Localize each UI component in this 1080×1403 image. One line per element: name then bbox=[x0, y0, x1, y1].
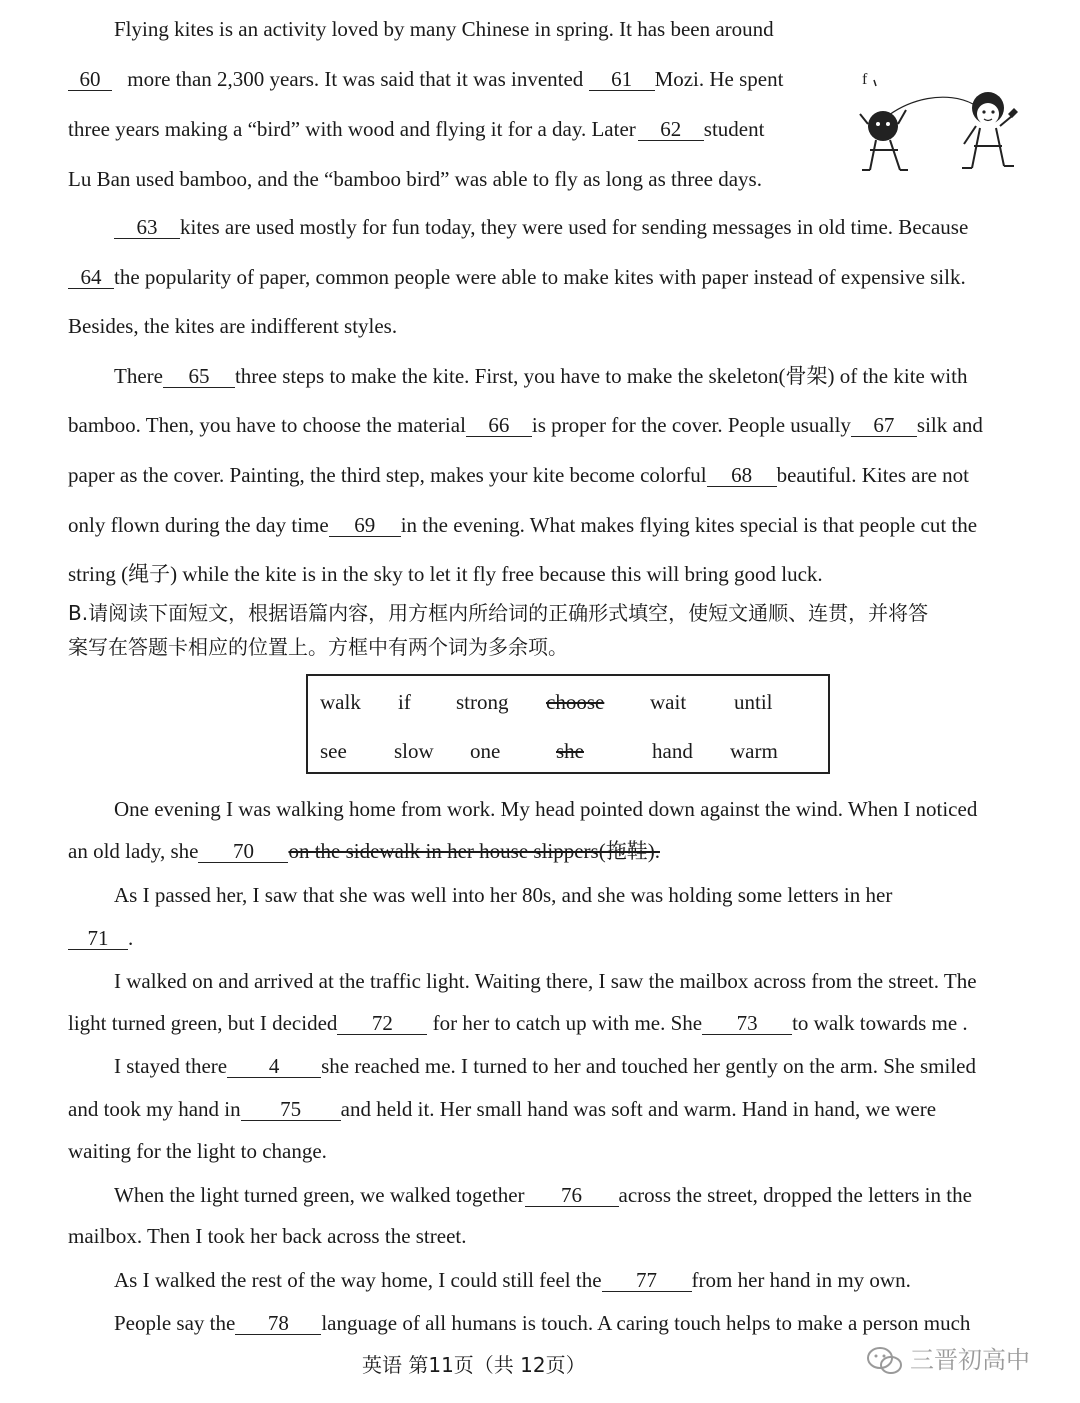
word-strong: strong bbox=[456, 690, 509, 714]
watermark bbox=[866, 1340, 1030, 1376]
passage-b-para3-line-2-text-a: light turned green, but I decided bbox=[68, 1011, 338, 1035]
passage-a-para3-line-3-text-b: beautiful. Kites are not bbox=[776, 463, 969, 487]
passage-b-para5-line-1-text-b: across the street, dropped the letters in the bbox=[618, 1183, 972, 1207]
passage-a-para3-line-2-text-b: is proper for the cover. People usually bbox=[531, 413, 851, 437]
passage-a-para3-line-4 bbox=[68, 512, 977, 538]
passage-a-line-1: Flying kites is an activity loved by many Chinese in spring. It has been around bbox=[114, 17, 774, 41]
section-b-instruction-2: 案写在答题卡相应的位置上。方框中有两个词为多余项。 bbox=[68, 635, 568, 659]
passage-b-para5-line-1 bbox=[114, 1182, 972, 1208]
blank-68: 68 bbox=[707, 464, 777, 487]
passage-b-para4-line-1-text-b: she reached me. I turned to her and touched her gently on the arm. She smiled bbox=[321, 1054, 976, 1078]
passage-b-para1-line-2 bbox=[68, 838, 660, 864]
passage-b-para6-line-1-text-b: from her hand in my own. bbox=[691, 1268, 911, 1292]
blank-72: 72 bbox=[337, 1012, 427, 1035]
passage-b-para4-line-1-text-a: I stayed there bbox=[114, 1054, 228, 1078]
passage-a-para3-line-1-text-a: There bbox=[114, 364, 163, 388]
passage-a-line-4: Lu Ban used bamboo, and the “bamboo bird” was able to fly as long as three days. bbox=[68, 167, 762, 191]
word-if: if bbox=[398, 690, 411, 714]
passage-a-para3-line-2-text-a: bamboo. Then, you have to choose the material bbox=[68, 413, 466, 437]
passage-a-para3-line-1 bbox=[114, 363, 967, 389]
watermark-text: 三晋初高中 bbox=[910, 1346, 1030, 1374]
passage-b-para3-line-2-text-b: for her to catch up with me. She bbox=[432, 1011, 703, 1035]
blank-77: 77 bbox=[602, 1269, 692, 1292]
passage-a-para3-line-4-text-b: in the evening. What makes flying kites special is that people cut the bbox=[400, 513, 978, 537]
blank-63: 63 bbox=[114, 216, 180, 239]
passage-b-para3-line-2 bbox=[68, 1010, 968, 1036]
word-one: one bbox=[470, 739, 501, 763]
blank-76: 76 bbox=[525, 1184, 619, 1207]
blank-78: 78 bbox=[235, 1312, 321, 1335]
word-until: until bbox=[734, 690, 773, 714]
passage-a-para3-line-2-text-c: silk and bbox=[916, 413, 983, 437]
passage-b-para3-line-1: I walked on and arrived at the traffic light. Waiting there, I saw the mailbox across from the street. The bbox=[114, 969, 977, 993]
passage-b-para2-line-2 bbox=[68, 925, 133, 951]
passage-a-para2-line-3: Besides, the kites are indifferent styles. bbox=[68, 314, 398, 338]
passage-b-para4-line-2-text-a: and took my hand in bbox=[68, 1097, 241, 1121]
word-choose: choose bbox=[546, 690, 605, 714]
word-walk: walk bbox=[320, 690, 361, 714]
word-she: she bbox=[556, 739, 584, 763]
blank-70: 70 bbox=[198, 840, 288, 863]
passage-b-para4-line-2-text-b: and held it. Her small hand was soft and warm. Hand in hand, we were bbox=[340, 1097, 937, 1121]
passage-b-para1-line-2-text-a: an old lady, she bbox=[68, 839, 199, 863]
word-box bbox=[306, 674, 830, 774]
blank-74: 4 bbox=[227, 1055, 321, 1078]
passage-a-para2-line-1 bbox=[114, 214, 968, 240]
passage-a-line-2-text-a: more than 2,300 years. It was said that it was invented bbox=[127, 67, 584, 91]
passage-a-line-3 bbox=[68, 116, 764, 142]
blank-71: 71 bbox=[68, 927, 128, 950]
word-see: see bbox=[320, 739, 347, 763]
blank-75: 75 bbox=[241, 1098, 341, 1121]
passage-a-para3-line-3 bbox=[68, 462, 969, 488]
passage-a-para2-line-1-text: kites are used mostly for fun today, they were used for sending messages in old time. Because bbox=[180, 215, 969, 239]
section-b-instruction-1: B.请阅读下面短文，根据语篇内容，用方框内所给词的正确形式填空，使短文通顺、连贯，并将答 bbox=[68, 601, 929, 625]
blank-67: 67 bbox=[851, 414, 917, 437]
passage-b-para1-line-2-text-b: on the sidewalk in her house slippers(拖鞋). bbox=[288, 839, 660, 863]
passage-a-line-2 bbox=[68, 66, 783, 92]
passage-b-para2-line-1: As I passed her, I saw that she was well into her 80s, and she was holding some letters in her bbox=[114, 883, 893, 907]
passage-b-para5-line-1-text-a: When the light turned green, we walked together bbox=[114, 1183, 525, 1207]
word-slow: slow bbox=[394, 739, 434, 763]
passage-a-para3-line-5: string (绳子) while the kite is in the sky to let it fly free because this will bring good luck. bbox=[68, 562, 823, 586]
svg-text:f: f bbox=[862, 71, 868, 88]
passage-b-para4-line-2 bbox=[68, 1096, 936, 1122]
blank-66: 66 bbox=[466, 414, 532, 437]
passage-b-para5-line-2: mailbox. Then I took her back across the street. bbox=[68, 1224, 467, 1248]
passage-a-para3-line-1-text-b: three steps to make the kite. First, you have to make the skeleton(骨架) of the kite with bbox=[234, 364, 968, 388]
passage-a-para3-line-3-text-a: paper as the cover. Painting, the third step, makes your kite become colorful bbox=[68, 463, 707, 487]
kids-flying-kite-illustration bbox=[848, 66, 1023, 178]
passage-a-para2-line-2 bbox=[68, 264, 966, 290]
blank-64: 64 bbox=[68, 266, 114, 289]
word-hand: hand bbox=[652, 739, 693, 763]
passage-b-para4-line-1 bbox=[114, 1053, 976, 1079]
passage-a-para2-line-2-text: the popularity of paper, common people were able to make kites with paper instead of expensive silk. bbox=[114, 265, 966, 289]
passage-b-para7-line-1-text-b: language of all humans is touch. A caring touch helps to make a person much bbox=[321, 1311, 971, 1335]
passage-b-para2-period: . bbox=[128, 926, 134, 950]
passage-b-para6-line-1 bbox=[114, 1267, 911, 1293]
blank-61: 61 bbox=[589, 68, 655, 91]
passage-b-para1-line-1: One evening I was walking home from work. My head pointed down against the wind. When I noticed bbox=[114, 797, 978, 821]
blank-65: 65 bbox=[163, 365, 235, 388]
blank-60: 60 bbox=[68, 68, 112, 91]
wechat-icon bbox=[866, 1346, 904, 1376]
blank-69: 69 bbox=[329, 514, 401, 537]
passage-b-para4-line-3: waiting for the light to change. bbox=[68, 1139, 327, 1163]
blank-73: 73 bbox=[702, 1012, 792, 1035]
passage-b-para7-line-1-text-a: People say the bbox=[114, 1311, 236, 1335]
page-footer: 英语 第11页（共 12页） bbox=[362, 1353, 586, 1377]
passage-a-line-3-text-b: student bbox=[703, 117, 765, 141]
passage-a-line-2-text-b: Mozi. He spent bbox=[654, 67, 784, 91]
passage-b-para7-line-1 bbox=[114, 1310, 970, 1336]
passage-a-line-3-text-a: three years making a “bird” with wood and flying it for a day. Later bbox=[68, 117, 636, 141]
passage-b-para3-line-2-text-c: to walk towards me . bbox=[792, 1011, 968, 1035]
word-wait: wait bbox=[650, 690, 687, 714]
word-warm: warm bbox=[730, 739, 778, 763]
passage-b-para6-line-1-text-a: As I walked the rest of the way home, I could still feel the bbox=[114, 1268, 602, 1292]
passage-a-para3-line-2 bbox=[68, 412, 983, 438]
passage-a-para3-line-4-text-a: only flown during the day time bbox=[68, 513, 329, 537]
blank-62: 62 bbox=[638, 118, 704, 141]
